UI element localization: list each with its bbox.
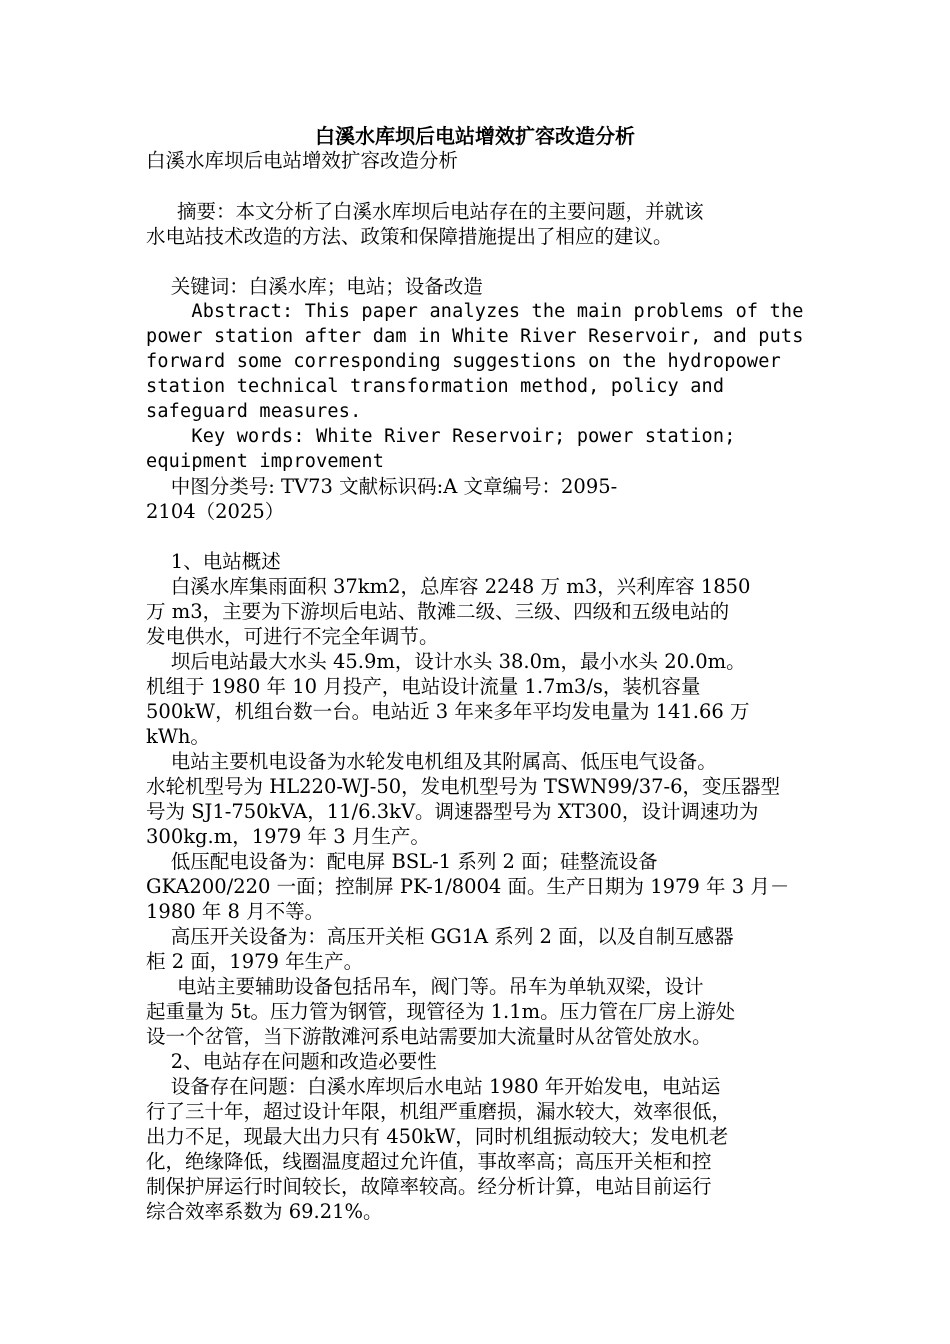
body-line-7: kWh。	[146, 725, 210, 748]
abstract-cn-line-2: 水电站技术改造的方法、政策和保障措施提出了相应的建议。	[146, 225, 673, 248]
body-line-5: 机组于 1980 年 10 月投产，电站设计流量 1.7m3/s，装机容量	[146, 675, 701, 698]
section-1-heading: 1、电站概述	[146, 550, 281, 573]
body-line-16: 柜 2 面，1979 年生产。	[146, 950, 364, 973]
body-line-8: 电站主要机电设备为水轮发电机组及其附属高、低压电气设备。	[146, 750, 717, 773]
body-line-3: 发电供水，可进行不完全年调节。	[146, 625, 439, 648]
body-line-4: 坝后电站最大水头 45.9m，设计水头 38.0m，最小水头 20.0m。	[146, 650, 746, 673]
body-line-22: 出力不足，现最大出力只有 450kW，同时机组振动较大；发电机老	[146, 1125, 729, 1148]
body-line-24: 制保护屏运行时间较长，故障率较高。经分析计算，电站目前运行	[146, 1175, 712, 1198]
abstract-en-line-5: safeguard measures.	[146, 401, 362, 422]
abstract-en-line-2: power station after dam in White River Reservoir, and puts	[146, 326, 804, 347]
body-line-10: 号为 SJ1-750kVA，11/6.3kV。调速器型号为 XT300，设计调速功为	[146, 800, 759, 823]
body-line-18: 起重量为 5t。压力管为钢管，现管径为 1.1m。压力管在厂房上游处	[146, 1000, 736, 1023]
body-line-19: 设一个岔管，当下游散滩河系电站需要加大流量时从岔管处放水。	[146, 1025, 712, 1048]
subtitle-line: 白溪水库坝后电站增效扩容改造分析	[146, 149, 459, 172]
body-line-21: 行了三十年，超过设计年限，机组严重磨损，漏水较大，效率很低，	[146, 1100, 732, 1123]
body-line-23: 化，绝缘降低，线圈温度超过允许值，事故率高；高压开关柜和控	[146, 1150, 712, 1173]
body-line-2: 万 m3，主要为下游坝后电站、散滩二级、三级、四级和五级电站的	[146, 600, 730, 623]
body-line-17: 电站主要辅助设备包括吊车，阀门等。吊车为单轨双梁，设计	[146, 975, 704, 998]
keywords-en-line-1: Key words: White River Reservoir; power station;	[146, 426, 736, 447]
body-line-11: 300kg.m，1979 年 3 月生产。	[146, 825, 430, 848]
body-line-13: GKA200/220 一面；控制屏 PK-1/8004 面。生产日期为 1979 年 3 月－	[146, 875, 790, 898]
abstract-en-line-4: station technical transformation method, policy and	[146, 376, 725, 397]
abstract-en-line-1: Abstract: This paper analyzes the main problems of the	[146, 301, 804, 322]
classification-line-1: 中图分类号: TV73 文献标识码:A 文章编号：2095-	[146, 475, 618, 498]
body-line-9: 水轮机型号为 HL220-WJ-50，发电机型号为 TSWN99/37-6，变压器型	[146, 775, 781, 798]
document-title: 白溪水库坝后电站增效扩容改造分析	[315, 124, 635, 148]
body-line-14: 1980 年 8 月不等。	[146, 900, 325, 923]
body-line-15: 高压开关设备为：高压开关柜 GG1A 系列 2 面，以及自制互感器	[146, 925, 734, 948]
body-line-25: 综合效率系数为 69.21%。	[146, 1200, 383, 1223]
keywords-en-line-2: equipment improvement	[146, 451, 385, 472]
body-line-20: 设备存在问题：白溪水库坝后水电站 1980 年开始发电，电站运	[146, 1075, 721, 1098]
abstract-en-line-3: forward some corresponding suggestions on the hydropower	[146, 351, 781, 372]
abstract-cn-line-1: 摘要：本文分析了白溪水库坝后电站存在的主要问题，并就该	[146, 200, 704, 223]
body-line-1: 白溪水库集雨面积 37km2，总库容 2248 万 m3，兴利库容 1850	[146, 575, 751, 598]
keywords-cn-line: 关键词：白溪水库；电站；设备改造	[146, 275, 483, 298]
classification-line-2: 2104（2025）	[146, 500, 285, 523]
body-line-12: 低压配电设备为：配电屏 BSL-1 系列 2 面；硅整流设备	[146, 850, 658, 873]
body-line-6: 500kW，机组台数一台。电站近 3 年来多年平均发电量为 141.66 万	[146, 700, 750, 723]
section-2-heading: 2、电站存在问题和改造必要性	[146, 1050, 437, 1073]
